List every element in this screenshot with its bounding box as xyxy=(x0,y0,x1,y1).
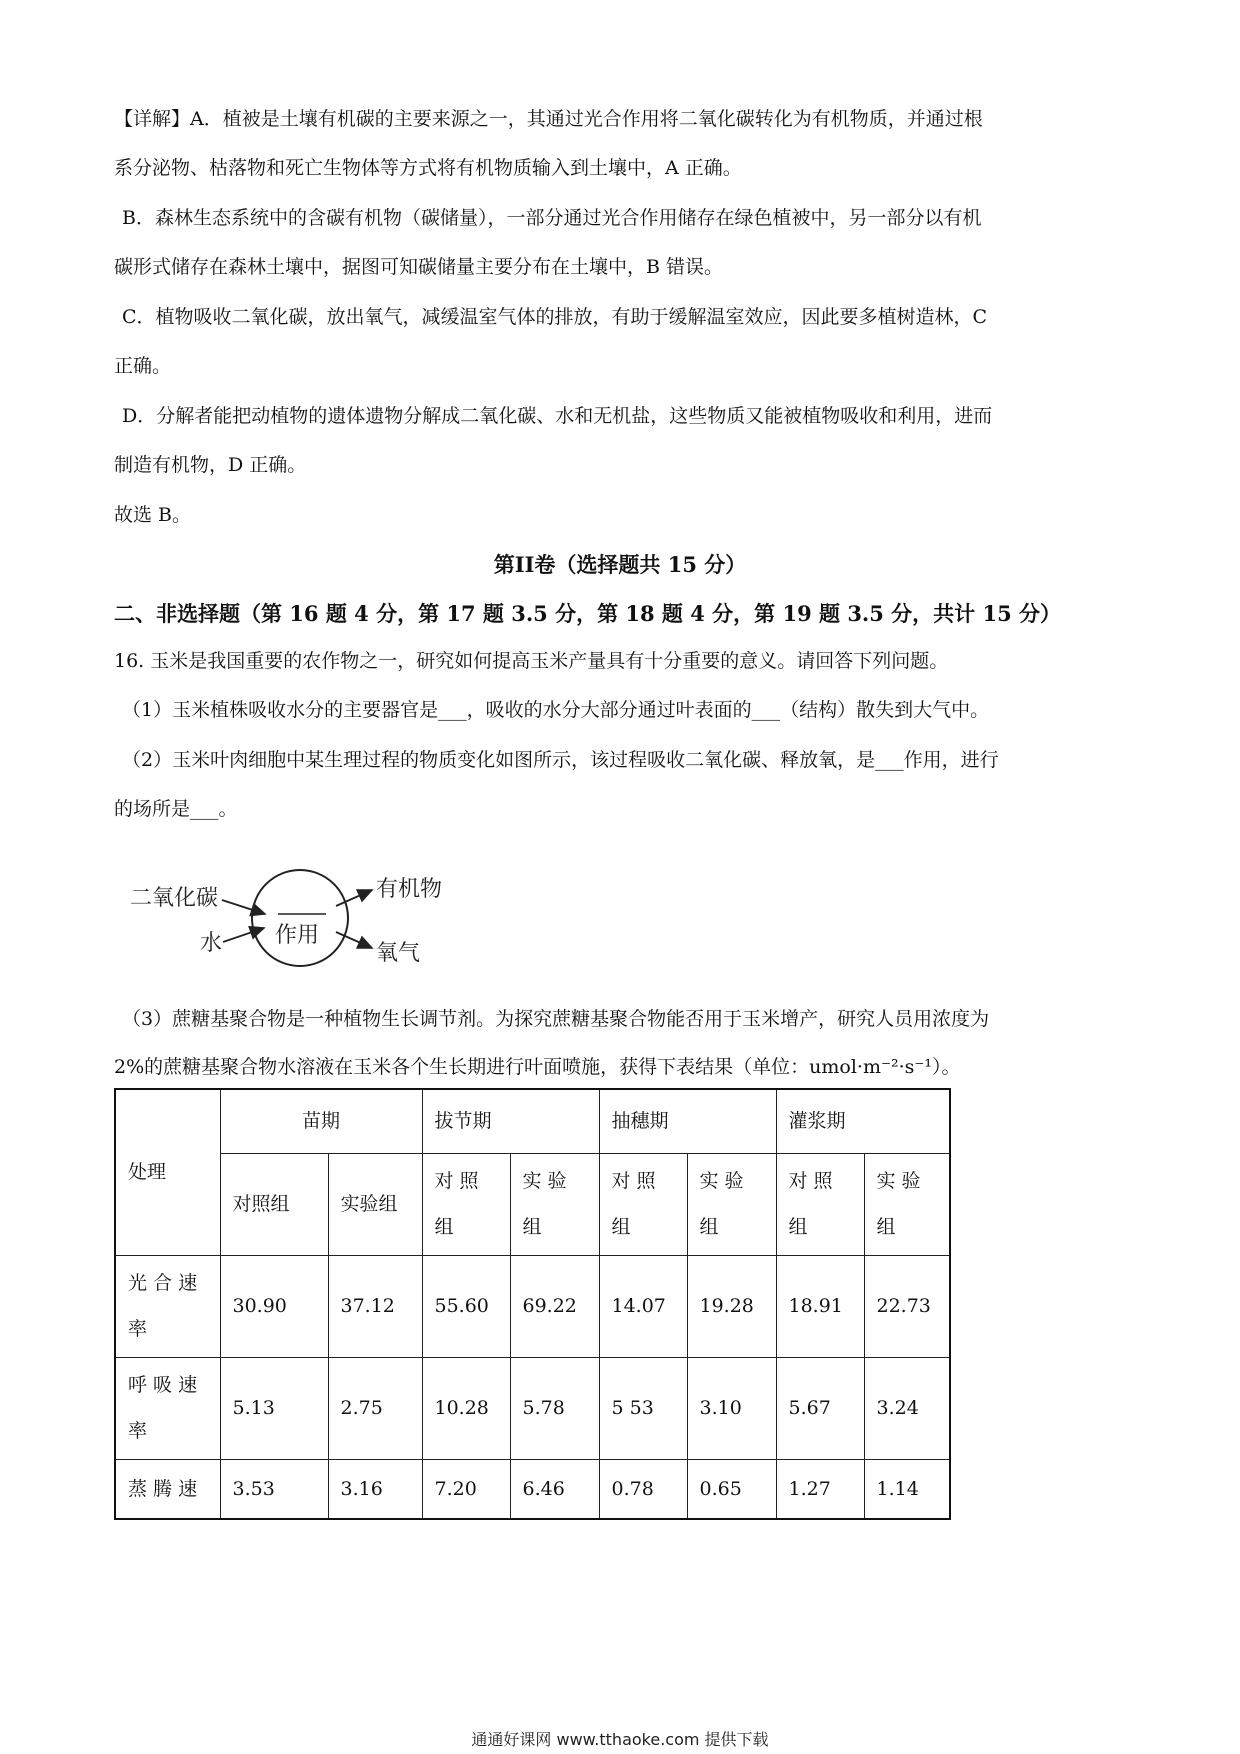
table-cell: 5.67 xyxy=(776,1357,864,1459)
row-label-bottom: 率 xyxy=(128,1420,148,1442)
table-corner-cell: 处理 xyxy=(115,1089,220,1255)
table-cell: 5.78 xyxy=(510,1357,599,1459)
diagram-output-organic: 有机物 xyxy=(376,877,443,902)
group-control-heading xyxy=(599,1153,687,1255)
row-label xyxy=(115,1357,220,1459)
table-cell: 1.14 xyxy=(864,1459,950,1519)
explanation-line-7: D．分解者能把动植物的遗体遗物分解成二氧化碳、水和无机盐，这些物质又能被植物吸收和利用，进而 xyxy=(122,405,993,427)
section-heading: 二、非选择题（第 16 题 4 分，第 17 题 3.5 分，第 18 题 4 分，第 19 题 3.5 分，共计 15 分） xyxy=(114,601,1062,626)
section-title: 第II卷（选择题共 15 分） xyxy=(493,552,747,577)
table-cell: 6.46 xyxy=(510,1459,599,1519)
question-16-part-3-line-1: （3）蔗糖基聚合物是一种植物生长调节剂。为探究蔗糖基聚合物能否用于玉米增产，研究人员用浓度为 xyxy=(122,1008,990,1030)
group-control-filling xyxy=(776,1153,864,1255)
split-label-bottom: 组 xyxy=(699,1216,719,1238)
split-label-bottom: 组 xyxy=(611,1216,631,1238)
table-row xyxy=(115,1357,950,1459)
explanation-line-9: 故选 B。 xyxy=(114,504,192,526)
table-cell: 0.78 xyxy=(599,1459,687,1519)
row-label-top: 光 合 速 xyxy=(128,1272,198,1294)
photosynthesis-diagram xyxy=(120,860,460,970)
split-label-top: 对 照 xyxy=(788,1170,833,1192)
diagram-input-co2: 二氧化碳 xyxy=(130,886,219,911)
table-header-row-periods xyxy=(115,1089,950,1153)
explanation-line-1: 【详解】A．植被是土壤有机碳的主要来源之一，其通过光合作用将二氧化碳转化为有机物质，并通过根 xyxy=(114,108,983,130)
question-16-part-2-line-1: （2）玉米叶肉细胞中某生理过程的物质变化如图所示，该过程吸收二氧化碳、释放氧，是___作用，进行 xyxy=(122,749,999,771)
table-cell: 10.28 xyxy=(422,1357,510,1459)
period-heading: 抽穗期 xyxy=(599,1089,776,1153)
table-cell: 19.28 xyxy=(687,1255,776,1357)
diagram-center-label: 作用 xyxy=(275,923,320,948)
group-experiment-heading xyxy=(687,1153,776,1255)
table-cell: 3.16 xyxy=(328,1459,422,1519)
table-cell: 3.53 xyxy=(220,1459,328,1519)
explanation-line-2: 系分泌物、枯落物和死亡生物体等方式将有机物质输入到土壤中，A 正确。 xyxy=(114,157,742,179)
table-cell: 7.20 xyxy=(422,1459,510,1519)
table-cell: 37.12 xyxy=(328,1255,422,1357)
table-cell: 3.24 xyxy=(864,1357,950,1459)
table-cell: 14.07 xyxy=(599,1255,687,1357)
table-cell: 18.91 xyxy=(776,1255,864,1357)
group-experiment-jointing xyxy=(510,1153,599,1255)
split-label-top: 对 照 xyxy=(434,1170,479,1192)
question-16-part-3-line-2: 2%的蔗糖基聚合物水溶液在玉米各个生长期进行叶面喷施，获得下表结果（单位：umol·m⁻²·s⁻¹）。 xyxy=(114,1056,961,1078)
table-cell: 5 53 xyxy=(599,1357,687,1459)
table-cell: 55.60 xyxy=(422,1255,510,1357)
split-label-bottom: 组 xyxy=(434,1216,454,1238)
split-label-bottom: 组 xyxy=(522,1216,542,1238)
table-header-row-groups xyxy=(115,1153,950,1255)
table-cell: 22.73 xyxy=(864,1255,950,1357)
period-filling: 灌浆期 xyxy=(776,1089,950,1153)
table-cell: 69.22 xyxy=(510,1255,599,1357)
diagram-arrow-co2 xyxy=(222,900,265,914)
group-experiment-seedling: 实验组 xyxy=(328,1153,422,1255)
table-cell: 1.27 xyxy=(776,1459,864,1519)
question-16-intro: 16. 玉米是我国重要的农作物之一，研究如何提高玉米产量具有十分重要的意义。请回答下列问题。 xyxy=(114,650,949,672)
table-cell: 30.90 xyxy=(220,1255,328,1357)
row-label: 蒸 腾 速 xyxy=(115,1459,220,1519)
table-row xyxy=(115,1459,950,1519)
split-label-bottom: 组 xyxy=(876,1216,896,1238)
results-table xyxy=(114,1088,951,1520)
explanation-line-5: C．植物吸收二氧化碳，放出氧气，减缓温室气体的排放，有助于缓解温室效应，因此要多植树造林，C xyxy=(122,306,988,328)
split-label-top: 实 验 xyxy=(699,1170,744,1192)
period-jointing: 拔节期 xyxy=(422,1089,599,1153)
explanation-line-4: 碳形式储存在森林土壤中，据图可知碳储量主要分布在土壤中，B 错误。 xyxy=(114,256,724,278)
group-control-jointing xyxy=(422,1153,510,1255)
page-footer: 通通好课网 www.tthaoke.com 提供下载 xyxy=(471,1730,769,1749)
group-control-seedling: 对照组 xyxy=(220,1153,328,1255)
group-experiment-filling xyxy=(864,1153,950,1255)
table-row xyxy=(115,1255,950,1357)
row-label-top: 呼 吸 速 xyxy=(128,1374,198,1396)
split-label-bottom: 组 xyxy=(788,1216,808,1238)
row-label xyxy=(115,1255,220,1357)
table-cell: 5.13 xyxy=(220,1357,328,1459)
question-16-part-1: （1）玉米植株吸收水分的主要器官是___，吸收的水分大部分通过叶表面的___（结构）散失到大气中。 xyxy=(122,699,990,721)
period-seedling: 苗期 xyxy=(220,1089,422,1153)
diagram-arrow-oxygen xyxy=(336,932,372,948)
split-label-top: 对 照 xyxy=(611,1170,656,1192)
split-label-top: 实 验 xyxy=(522,1170,567,1192)
diagram-circle xyxy=(252,870,348,966)
split-label-top: 实 验 xyxy=(876,1170,921,1192)
row-label-bottom: 率 xyxy=(128,1318,148,1340)
table-cell: 0.65 xyxy=(687,1459,776,1519)
explanation-line-8: 制造有机物，D 正确。 xyxy=(114,454,307,476)
table-cell: 2.75 xyxy=(328,1357,422,1459)
question-16-part-2-line-2: 的场所是___。 xyxy=(114,798,238,820)
diagram-input-water: 水 xyxy=(200,931,223,956)
explanation-line-3: B．森林生态系统中的含碳有机物（碳储量），一部分通过光合作用储存在绿色植被中，另一部分以有机 xyxy=(122,207,982,229)
explanation-line-6: 正确。 xyxy=(114,355,172,377)
table-cell: 3.10 xyxy=(687,1357,776,1459)
diagram-output-oxygen: 氧气 xyxy=(376,941,421,966)
